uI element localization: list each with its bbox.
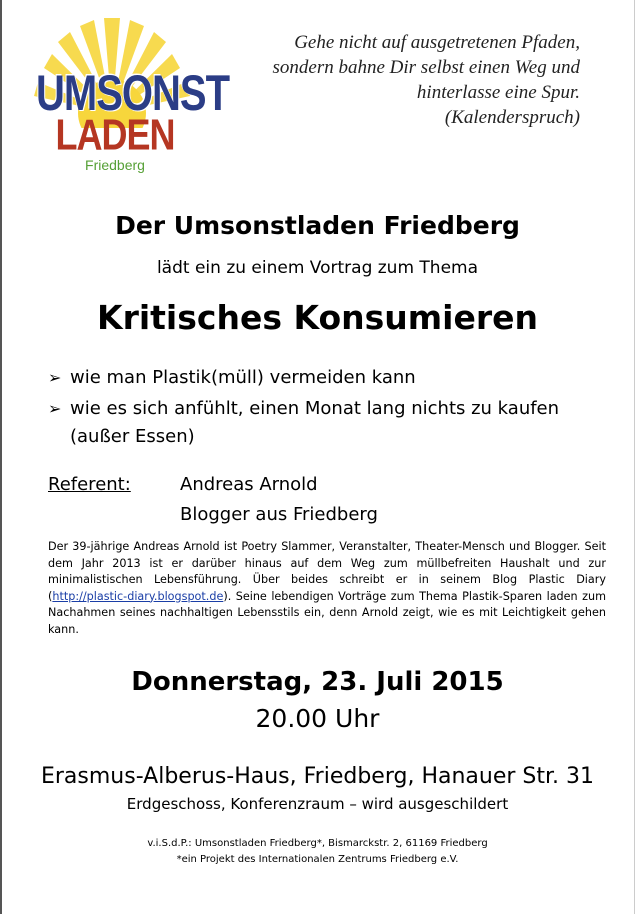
referent-label: Referent: [48, 474, 131, 495]
quote-source: (Kalenderspruch) [444, 107, 580, 128]
footer-imprint: v.i.S.d.P.: Umsonstladen Friedberg*, Bismarckstr. 2, 61169 Friedberg [147, 838, 488, 849]
speaker-description [48, 539, 606, 638]
event-room: Erdgeschoss, Konferenzraum – wird ausgeschildert [126, 795, 509, 813]
calendar-quote [180, 30, 580, 130]
event-date: Donnerstag, 23. Juli 2015 [131, 667, 504, 697]
referent-role: Blogger aus Friedberg [180, 504, 378, 525]
list-item [48, 395, 608, 451]
logo-laden-text: LADEN [55, 110, 175, 160]
quote-line: Gehe nicht auf ausgetretenen Pfaden, [294, 32, 580, 53]
talk-topic-title: Kritisches Konsumieren [97, 298, 538, 337]
description-text-end: ). Seine lebendigen Vorträge zum Thema Plastik-Sparen laden zum Nachahmen seines nachhaltigen Lebensstils ein, denn Arnold zeigt, wie es mit Leichtigkeit gehen kann. [48, 589, 606, 636]
bullet-text: wie es sich anfühlt, einen Monat lang nichts zu kaufen (außer Essen) [70, 398, 560, 447]
footer-project-note: *ein Projekt des Internationalen Zentrums Friedberg e.V. [176, 854, 459, 865]
list-item [48, 364, 608, 392]
arrow-bullet-icon: ➢ [48, 399, 62, 418]
topic-bullet-list [48, 364, 608, 454]
umsonstladen-logo [30, 18, 229, 178]
logo-friedberg-text: Friedberg [85, 157, 145, 173]
arrow-bullet-icon: ➢ [48, 368, 62, 387]
description-text-start: Der 39-jährige Andreas Arnold ist Poetry Slammer, Veranstalter, Theater-Mensch und Blogger. Seit dem Jahr 2013 ist er darüber hinaus auf dem Weg zum müllbefreiten Haushalt und zur minimalistischen Lebensführung. Über beides schreibt er in seinem Blog Plastic Diary ( [48, 540, 606, 603]
quote-line: sondern bahne Dir selbst einen Weg und [272, 57, 580, 78]
blog-link[interactable]: http://plastic-diary.blogspot.de [52, 589, 224, 603]
organizer-title: Der Umsonstladen Friedberg [115, 211, 520, 240]
event-venue: Erasmus-Alberus-Haus, Friedberg, Hanauer Str. 31 [40, 764, 595, 789]
event-time: 20.00 Uhr [255, 704, 380, 733]
bullet-text: wie man Plastik(müll) vermeiden kann [70, 367, 416, 388]
invite-text: lädt ein zu einem Vortrag zum Thema [156, 258, 479, 278]
quote-line: hinterlasse eine Spur. [416, 82, 580, 103]
logo-umsonst-text: UMSONST [36, 66, 229, 121]
referent-name: Andreas Arnold [180, 474, 318, 495]
